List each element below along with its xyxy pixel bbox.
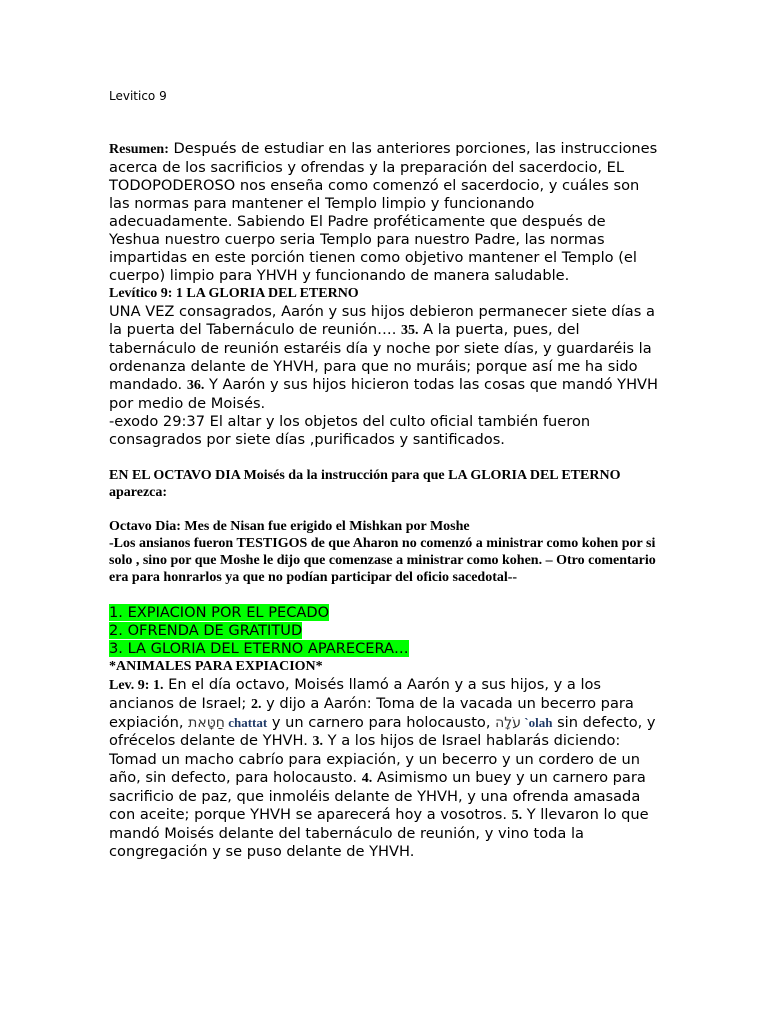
octavo-dia-text: Moisés da la instrucción para que LA GLORIA DEL ETERNO aparezca: xyxy=(109,468,621,500)
verse-number-2: 2. xyxy=(250,697,262,712)
list-item xyxy=(109,622,659,640)
ansianos-note: -Los ansianos fueron TESTIGOS de que Aharon no comenzó a ministrar como kohen por si solo , sino por que Moshe le dijo que comenzase a ministrar como kohen. – Otro comentario era para honrarlos ya que no podían participar del oficio sacedotal-- xyxy=(109,536,656,585)
resumen-text: Después de estudiar en las anteriores porciones, las instrucciones acerca de los sacrificios y ofrendas y la preparación del sacerdocio, EL TODOPODEROSO nos enseña como comenzó el sacerdocio, y cuáles son las normas para mantener el Templo limpio y funcionando adecuadamente. Sabiendo El Padre proféticamente que después de Yeshua nuestro cuerpo seria Templo para nuestro Padre, las normas impartidas en este porción tienen como objetivo mantener el Templo (el cuerpo) limpio para YHVH y funcionando de manera saludable. xyxy=(109,140,658,284)
document-body xyxy=(109,140,659,861)
verse-text: Asimismo un buey y un carnero para sacrificio de paz, que inmoléis delante de YHVH, y una ofrenda amasada con aceite; porque YHVH se aparecerá hoy a vosotros. xyxy=(109,769,646,823)
highlighted-list xyxy=(109,604,659,658)
verse-number-3: 3. xyxy=(312,734,324,749)
hebrew-olah: עֹלָה xyxy=(495,715,522,731)
octavo-dia-intro xyxy=(109,467,659,501)
verse-number-36: 36. xyxy=(186,378,205,393)
animales-heading: *ANIMALES PARA EXPIACION* xyxy=(109,659,323,674)
lev9-1-text-3: Y Aarón y sus hijos hicieron todas las cosas que mandó YHVH por medio de Moisés. xyxy=(109,376,659,412)
resumen-paragraph xyxy=(109,140,659,285)
verse-number-35: 35. xyxy=(401,323,419,338)
verse-number-4: 4. xyxy=(361,771,373,786)
verse-text: y un carnero para holocausto, xyxy=(267,714,496,731)
octavo-dia-line: Octavo Dia: Mes de Nisan fue erigido el Mishkan por Moshe xyxy=(109,519,470,534)
octavo-dia-label: EN EL OCTAVO DIA xyxy=(109,468,244,483)
verse-number-5: 5. xyxy=(511,808,523,823)
lev9-1-text-2: A la puerta, pues, del tabernáculo de reunión estaréis día y noche por siete días, y guardaréis la ordenanza delante de YHVH, para que no muráis; porque así me ha sido mandado. xyxy=(109,321,652,393)
transliteration-olah: `olah xyxy=(521,715,553,730)
lev9-1-text-1: UNA VEZ consagrados, Aarón y sus hijos debieron permanecer siete días a la puerta del Tabernáculo de reunión…. xyxy=(109,303,655,338)
list-item xyxy=(109,640,659,658)
exodo-note: -exodo 29:37 El altar y los objetos del culto oficial también fueron consagrados por siete días ,purificados y santificados. xyxy=(109,413,591,448)
list-item-text: 1. EXPIACION POR EL PECADO xyxy=(109,604,330,621)
verse-text: y dijo a Aarón: Toma de la vacada un becerro para expiación, xyxy=(109,695,634,731)
resumen-label: Resumen: xyxy=(109,142,169,157)
list-item-text: 3. LA GLORIA DEL ETERNO APARECERA… xyxy=(109,640,409,657)
verse-text: Y a los hijos de Israel hablarás diciendo: Tomad un macho cabrío para expiación, y un becerro y un cordero de un año, sin defecto, para holocausto. xyxy=(109,732,640,786)
transliteration-chattat: chattat xyxy=(224,715,268,730)
verse-text: En el día octavo, Moisés llamó a Aarón y a sus hijos, y a los ancianos de Israel; xyxy=(109,676,602,712)
list-item-text: 2. OFRENDA DE GRATITUD xyxy=(109,622,303,639)
page-header: Levitico 9 xyxy=(109,89,167,103)
lev9-paragraph xyxy=(109,676,659,861)
verse-text: Y llevaron lo que mandó Moisés delante del tabernáculo de reunión, y vino toda la congregación y se puso delante de YHVH. xyxy=(109,806,649,860)
list-item xyxy=(109,604,659,622)
verse-reference: Lev. 9: 1. xyxy=(109,678,164,693)
hebrew-chattat: חַטָּאת xyxy=(188,715,225,731)
lev9-1-paragraph xyxy=(109,303,659,413)
lev9-1-heading: Levítico 9: 1 LA GLORIA DEL ETERNO xyxy=(109,286,359,301)
verse-text: sin defecto, y ofrécelos delante de YHVH. xyxy=(109,714,656,749)
